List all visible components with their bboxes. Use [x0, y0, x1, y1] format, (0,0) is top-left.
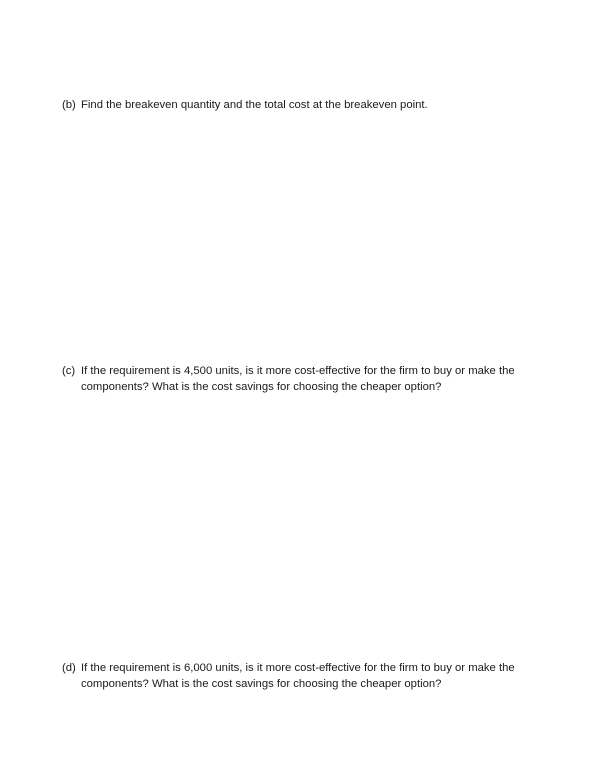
question-c-label: (c) [62, 365, 76, 377]
question-b-label: (b) [62, 99, 76, 111]
question-c-text: If the requirement is 4,500 units, is it more cost-effective for the firm to buy or make the components? What is the cost savings for choosing the cheaper option? [81, 365, 515, 393]
question-b-text: Find the breakeven quantity and the total cost at the breakeven point. [81, 99, 428, 111]
question-d-text: If the requirement is 6,000 units, is it more cost-effective for the firm to buy or make the components? What is the cost savings for choosing the cheaper option? [81, 662, 515, 690]
question-d [62, 660, 562, 692]
question-c [62, 363, 562, 395]
question-b [62, 97, 562, 113]
question-d-label: (d) [62, 662, 76, 674]
